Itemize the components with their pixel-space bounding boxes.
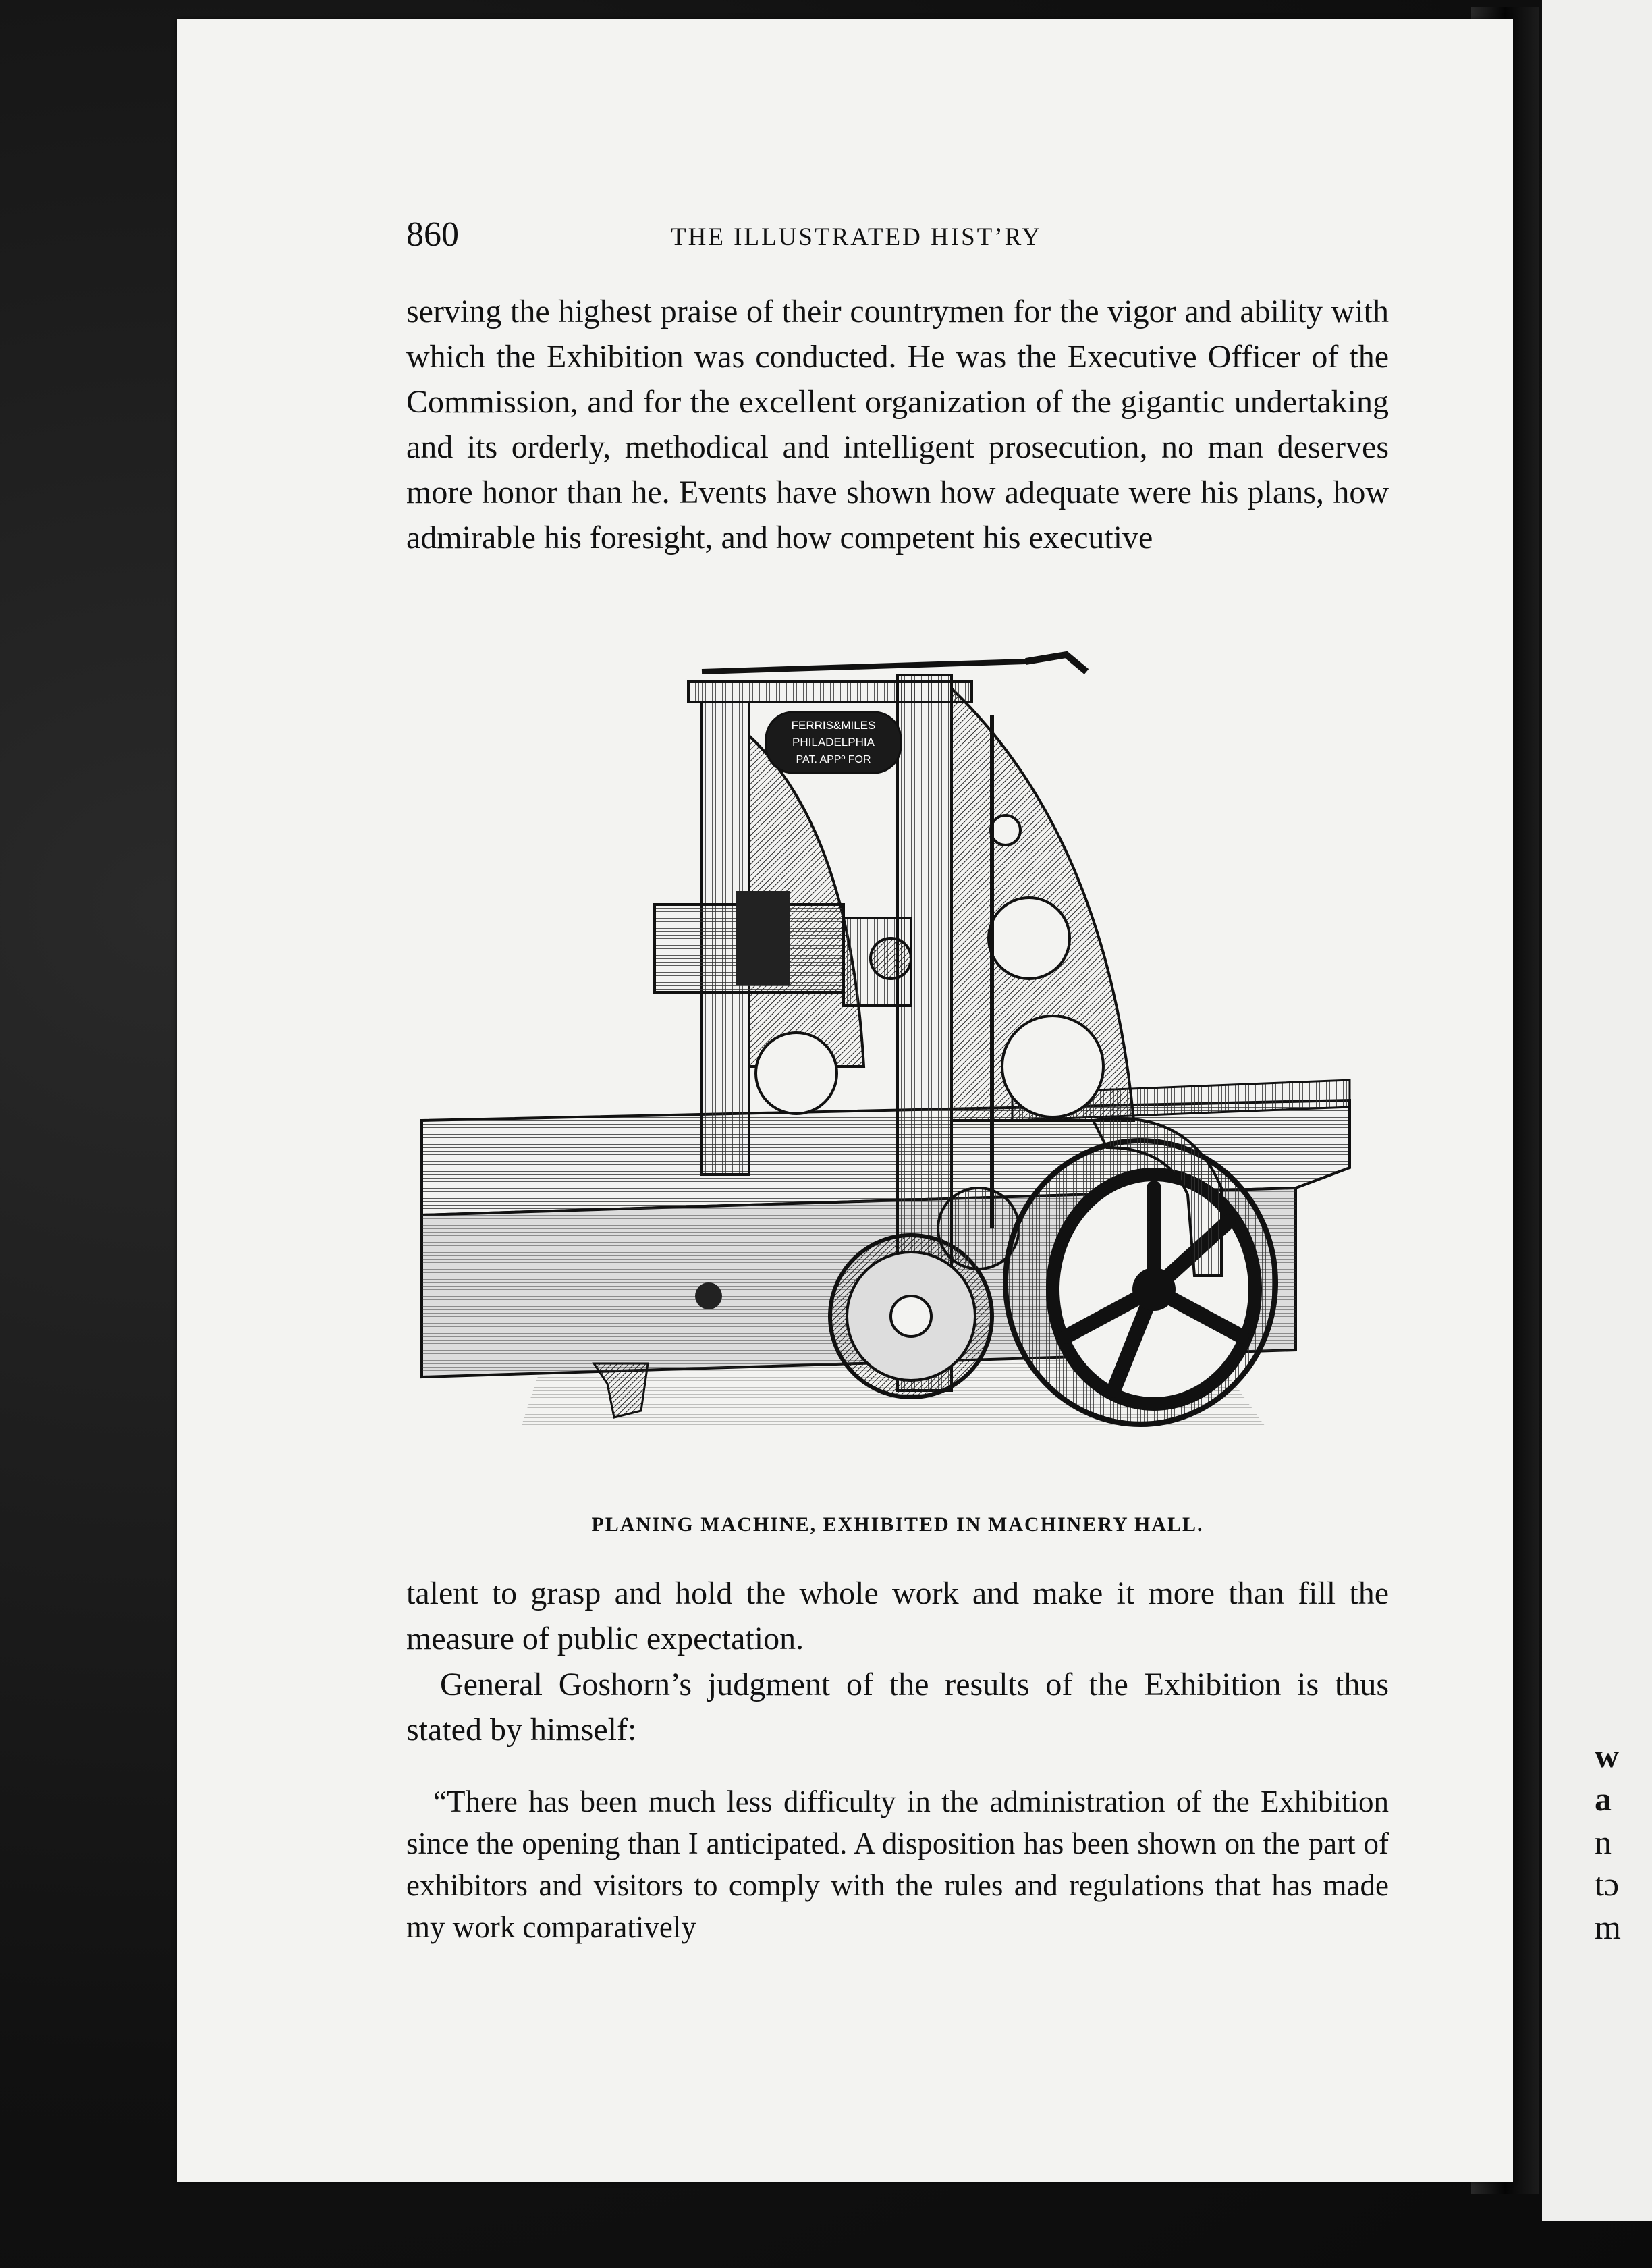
facing-page	[1542, 0, 1652, 2221]
running-title: THE ILLUSTRATED HIST’RY	[671, 223, 1042, 251]
facing-page-fragment: a	[1595, 1780, 1612, 1818]
nameplate-line: PAT. APPº FOR	[796, 754, 871, 765]
paragraph: talent to grasp and hold the whole work and make it more than fill the measure of public expectation.	[406, 1575, 1389, 1656]
facing-page-fragment: m	[1595, 1908, 1621, 1946]
paragraph-continued: serving the highest praise of their countrymen for the vigor and ability with which the Exhibition was conducted. He was the Executive Officer of the Commission, and for the excellent organization of the gigantic undertaking and its orderly, methodical and intelligent prosecution, no man deserves more honor than he. Events have shown how adequate were his plans, how admirable his foresight, and how competent his executive	[406, 294, 1389, 556]
facing-page-fragment: tɔ	[1595, 1865, 1620, 1903]
paragraph: General Goshorn’s judgment of the results of the Exhibition is thus stated by himself:	[406, 1667, 1389, 1748]
nameplate-line: FERRIS&MILES	[791, 719, 876, 732]
planing-machine-illustration	[418, 634, 1363, 1472]
facing-page-fragment: n	[1595, 1823, 1612, 1861]
block-quote: “There has been much less difficulty in the administration of the Exhibition since the opening than I anticipated. A disposition has been shown on the part of exhibitors and visitors to comply with the rules and regulations that has made my work comparatively	[406, 1785, 1389, 1944]
illustration-caption: PLANING MACHINE, EXHIBITED IN MACHINERY HALL.	[591, 1513, 1204, 1536]
page-number: 860	[406, 215, 459, 254]
facing-page-fragment: w	[1595, 1737, 1620, 1775]
nameplate-line: PHILADELPHIA	[792, 736, 875, 749]
page-header	[406, 215, 1392, 262]
